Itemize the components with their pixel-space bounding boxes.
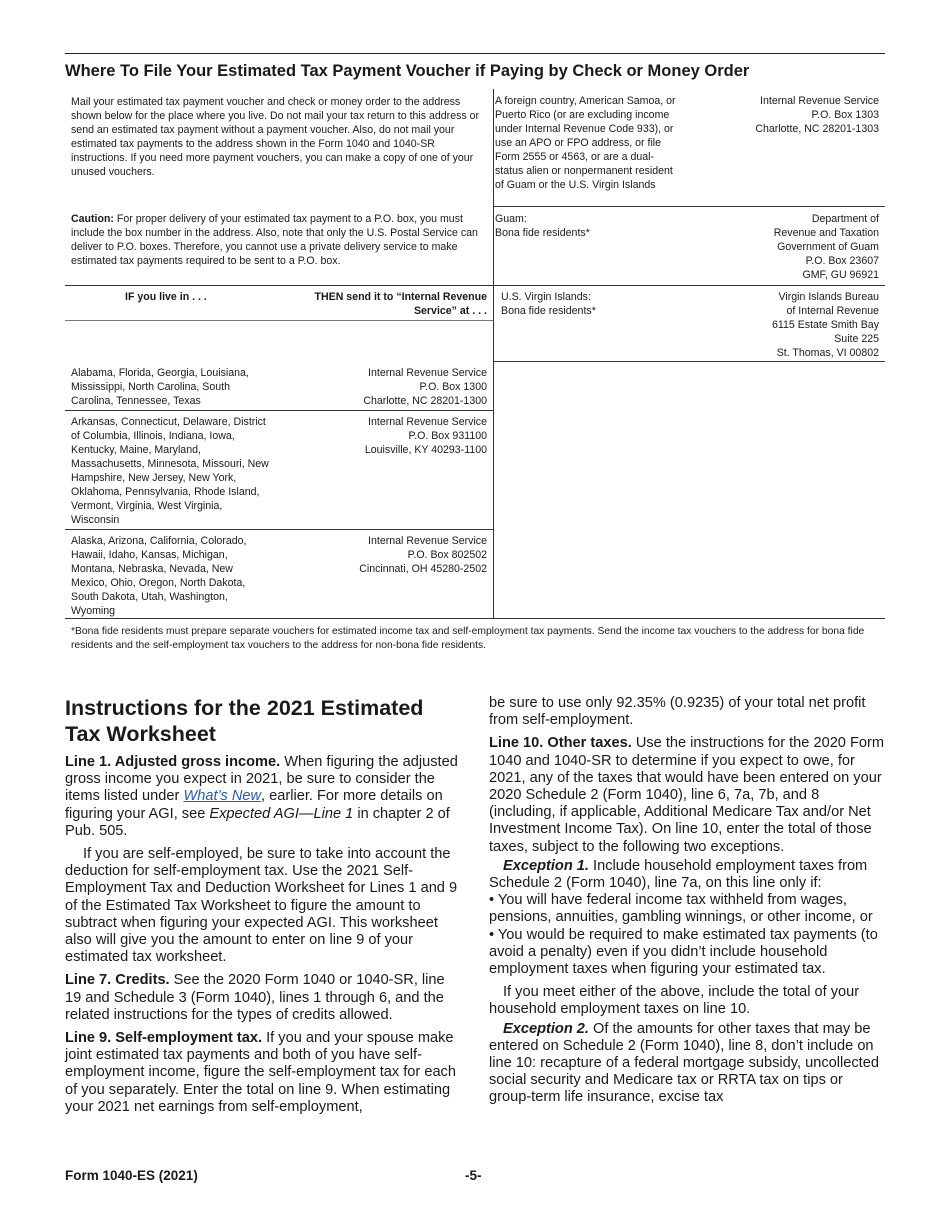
- right-place-virgin-islands: U.S. Virgin Islands: Bona fide residents*: [501, 291, 596, 317]
- exception1-bullet-2: • You would be required to make estimated tax payments (to avoid a penalty) even if you didn’t include household employment taxes when figuring your estimated tax.: [489, 926, 878, 978]
- footer-page-number: -5-: [465, 1168, 482, 1183]
- caution-body: For proper delivery of your estimated tax payment to a P.O. box, you must include the box number in the address. Also, note that only the U.S. Postal Service can deliver to P.O. boxes. Therefore, you cannot use a private delivery service to make estimated tax payments required to be sent to a P.O. box.: [71, 213, 478, 267]
- page-heading: Where To File Your Estimated Tax Payment Voucher if Paying by Check or Money Order: [65, 62, 750, 80]
- line1-paragraph: Line 1. Adjusted gross income. When figuring the adjusted gross income you expect in 2021, be sure to consider the items listed under What’s New, earlier. For more details on figuring your AGI, see Expected AGI—Line 1 in chapter 2 of Pub. 505.: [65, 754, 458, 839]
- instructions-right-column: [489, 695, 885, 1113]
- row-place-3: Alaska, Arizona, California, Colorado, Hawaii, Idaho, Kansas, Michigan, Montana, Nebraska, Nevada, New Mexico, Ohio, Oregon, North Dakota, South Dakota, Utah, Washington, Wyoming: [71, 535, 247, 617]
- exception2-paragraph: Exception 2. Of the amounts for other taxes that may be entered on Schedule 2 (Form 1040), line 8, don’t include on line 10: recapture of a federal mortgage subsidy, uncollected social security and Medicare tax or RRTA tax on tips or group-term life insurance, excise tax: [489, 1020, 879, 1106]
- right-address-virgin-islands: Virgin Islands Bureau of Internal Revenue 6115 Estate Smith Bay Suite 225 St. Thomas, VI 00802: [772, 291, 879, 359]
- header-then-send-to: THEN send it to “Internal Revenue Service” at . . .: [314, 291, 487, 317]
- line10-paragraph: Line 10. Other taxes. Use the instructions for the 2020 Form 1040 and 1040-SR to determine if you expect to owe, for 2021, any of the taxes that would have been entered on your 2020 Schedule 2 (Form 1040), line 6, 7a, 7b, and 8 (including, if applicable, Additional Medicare Tax and/or Net Investment Income Tax). On line 10, enter the total of those taxes, subject to the following two exceptions.: [489, 735, 885, 855]
- right-address-foreign: Internal Revenue Service P.O. Box 1303 Charlotte, NC 28201-1303: [755, 95, 879, 135]
- line9-paragraph: Line 9. Self-employment tax. If you and your spouse make joint estimated tax payments and both of you have self-employment income, figure the self-employment tax for each of you separately. Enter the total on line 9. When estimating your 2021 net earnings from self-employment,: [65, 1030, 456, 1115]
- bona-fide-footnote: *Bona fide residents must prepare separate vouchers for estimated income tax and self-employment tax payments. Send the income tax vouchers to the address for bona fide residents and the self-employment tax vouchers to the address for non-bona fide residents.: [71, 626, 865, 651]
- bullet-icon: •: [489, 926, 495, 943]
- instructions-left-column: [65, 695, 460, 1122]
- exception1-paragraph: Exception 1. Include household employment taxes from Schedule 2 (Form 1040), line 7a, on this line only if:: [489, 857, 868, 892]
- bullet-icon: •: [489, 892, 495, 909]
- whats-new-link[interactable]: What’s New: [183, 788, 262, 805]
- row-place-1: Alabama, Florida, Georgia, Louisiana, Mississippi, North Carolina, South Carolina, Tennessee, Texas: [71, 367, 249, 407]
- table-rule: [493, 361, 885, 362]
- caution-label: Caution:: [71, 213, 114, 225]
- exception1-followup: If you meet either of the above, include the total of your household employment taxes on line 10.: [489, 984, 860, 1018]
- line7-paragraph: Line 7. Credits. See the 2020 Form 1040 or 1040-SR, line 19 and Schedule 3 (Form 1040), lines 1 through 6, and the related instructions for the types of credits allowed.: [65, 972, 445, 1023]
- where-to-file-table: [65, 89, 885, 619]
- table-rule: [65, 285, 885, 286]
- top-rule: [65, 53, 885, 54]
- table-rule: [65, 529, 493, 530]
- instructions-title: Instructions for the 2021 Estimated Tax Worksheet: [65, 696, 424, 746]
- right-place-guam: Guam: Bona fide residents*: [495, 213, 590, 239]
- exception1-bullet-1: • You will have federal income tax withheld from wages, pensions, annuities, gambling winnings, or other income, or: [489, 892, 873, 926]
- line9-continued: be sure to use only 92.35% (0.9235) of your total net profit from self-employment.: [489, 695, 866, 729]
- row-address-1: Internal Revenue Service P.O. Box 1300 Charlotte, NC 28201-1300: [363, 367, 487, 407]
- row-address-2: Internal Revenue Service P.O. Box 931100 Louisville, KY 40293-1100: [364, 416, 487, 456]
- intro-text: Mail your estimated tax payment voucher and check or money order to the address shown below for the place where you live. Do not mail your tax return to this address or send an estimated tax payment without a payment voucher. Also, do not mail your estimated tax payments to the address shown in the Form 1040 and 1040-SR instructions. If you need more payment vouchers, you can make a copy of one of your unused vouchers.: [71, 96, 480, 178]
- caution-text: [71, 212, 487, 268]
- table-bottom-rule: [65, 618, 885, 619]
- footer-form-name: Form 1040-ES (2021): [65, 1168, 198, 1183]
- header-if-you-live-in: IF you live in . . .: [125, 291, 207, 303]
- right-address-guam: Department of Revenue and Taxation Government of Guam P.O. Box 23607 GMF, GU 96921: [773, 213, 879, 281]
- table-rule: [493, 206, 885, 207]
- line1-self-employed-paragraph: If you are self-employed, be sure to take into account the deduction for self-employment tax. Use the 2021 Self-Employment Tax and Deduction Worksheet for Lines 1 and 9 of the Estimated Tax Worksheet to figure the amount to subtract when figuring your expected AGI. This worksheet also will give you the amount to enter on line 9 of your estimated tax worksheet.: [65, 846, 458, 966]
- right-place-foreign: A foreign country, American Samoa, or Puerto Rico (or are excluding income under Internal Revenue Code 933), or use an APO or FPO address, or file Form 2555 or 4563, or are a dual-status alien or nonpermanent resident of Guam or the U.S. Virgin Islands: [495, 95, 676, 191]
- table-rule: [65, 410, 493, 411]
- row-address-3: Internal Revenue Service P.O. Box 802502 Cincinnati, OH 45280-2502: [359, 535, 487, 575]
- table-center-divider: [493, 89, 494, 619]
- row-place-2: Arkansas, Connecticut, Delaware, District of Columbia, Illinois, Indiana, Iowa, Kentucky, Maine, Maryland, Massachusetts, Minnesota, Missouri, New Hampshire, New Jersey, New York, Oklahoma, Pennsylvania, Rhode Island, Vermont, Virginia, West Virginia, Wisconsin: [71, 416, 269, 526]
- table-header-rule: [65, 320, 493, 321]
